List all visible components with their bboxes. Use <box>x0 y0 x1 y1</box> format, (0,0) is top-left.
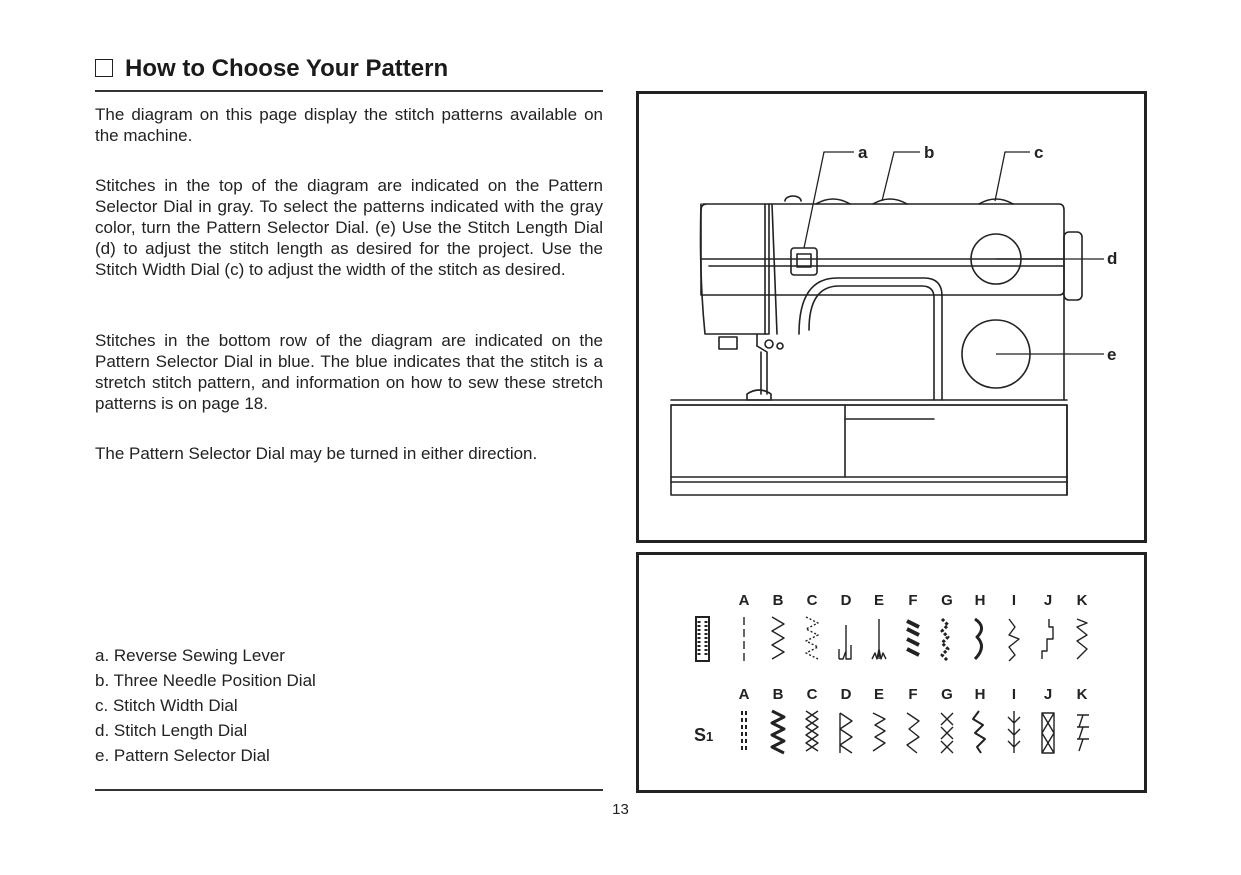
bottom-letter-I: I <box>1011 686 1017 703</box>
top-letter-A: A <box>738 592 750 609</box>
machine-diagram-panel <box>636 91 1147 543</box>
top-letter-E: E <box>873 592 885 609</box>
stitch-top-E-icon <box>872 619 886 659</box>
stitch-bottom-D-icon <box>840 713 852 753</box>
paragraph-blue-stitches: Stitches in the bottom row of the diagram are indicated on the Pattern Selector Dial in blue. The blue indicates that the stitch is a stretch stitch pattern, and information on how to sew these stretch patterns is on page 18. <box>95 331 603 413</box>
stitch-top-C-icon <box>806 617 818 659</box>
stitch-chart-panel <box>636 552 1147 793</box>
stitch-top-I-icon <box>1009 619 1019 661</box>
stitch-bottom-J-icon <box>1042 713 1054 753</box>
stitch-top-J-icon <box>1042 619 1053 659</box>
bottom-letter-K: K <box>1076 686 1088 703</box>
bottom-letter-E: E <box>873 686 885 703</box>
bottom-letter-H: H <box>974 686 986 703</box>
legend-item-b: b. Three Needle Position Dial <box>95 671 316 690</box>
stitch-top-D-icon <box>839 625 851 659</box>
bottom-letter-J: J <box>1043 686 1053 703</box>
bottom-letter-A: A <box>738 686 750 703</box>
top-letter-C: C <box>806 592 818 609</box>
callout-label-b: b <box>924 143 935 162</box>
top-letter-F: F <box>908 592 918 609</box>
page-number: 13 <box>612 801 629 818</box>
section-heading <box>95 56 603 92</box>
page-title: How to Choose Your Pattern <box>125 55 449 82</box>
callout-label-a: a <box>858 143 868 162</box>
bottom-letter-C: C <box>806 686 818 703</box>
stitch-top-H-icon <box>975 619 982 659</box>
stitch-bottom-E-icon <box>873 713 885 751</box>
stitch-bottom-H-icon <box>973 711 985 753</box>
callout-label-e: e <box>1107 345 1117 364</box>
stretch-row-label-sub: 1 <box>706 729 714 744</box>
top-letter-D: D <box>840 592 852 609</box>
stretch-row-label: S <box>694 725 707 745</box>
bottom-letter-B: B <box>772 686 784 703</box>
stitch-top-B-icon <box>772 617 784 659</box>
stitch-top-F-icon <box>907 621 919 655</box>
stitch-chart <box>639 555 1144 790</box>
legend-item-e: e. Pattern Selector Dial <box>95 746 270 765</box>
bottom-letter-G: G <box>941 686 953 703</box>
top-letter-H: H <box>974 592 986 609</box>
stitch-bottom-I-icon <box>1008 711 1020 753</box>
stitch-top-K-icon <box>1077 619 1087 659</box>
buttonhole-stitch-icon <box>696 617 709 661</box>
bottom-letter-D: D <box>840 686 852 703</box>
top-letter-K: K <box>1076 592 1088 609</box>
top-letter-I: I <box>1011 592 1017 609</box>
stitch-bottom-B-icon <box>772 711 784 753</box>
checkbox-square-icon <box>95 59 113 77</box>
paragraph-dial-direction: The Pattern Selector Dial may be turned in either direction. <box>95 444 538 463</box>
parts-legend <box>95 643 495 768</box>
paragraph-intro: The diagram on this page display the stitch patterns available on the machine. <box>95 105 603 145</box>
legend-item-d: d. Stitch Length Dial <box>95 721 248 740</box>
paragraph-gray-stitches: Stitches in the top of the diagram are indicated on the Pattern Selector Dial in gray. To select the patterns indicated with the gray color, turn the Pattern Selector Dial. (e) Use the Stitch Length Dial (d) to adjust the stitch length as desired for the project. Use the Stitch Width Dial (c) to adjust the width of the stitch as desired. <box>95 176 603 279</box>
callout-label-d: d <box>1107 249 1118 268</box>
top-letter-B: B <box>772 592 784 609</box>
stitch-bottom-A-icon <box>742 711 746 751</box>
sewing-machine-illustration <box>639 94 1144 540</box>
legend-item-a: a. Reverse Sewing Lever <box>95 646 285 665</box>
callout-label-c: c <box>1034 143 1044 162</box>
stitch-bottom-K-icon <box>1077 715 1089 751</box>
bottom-divider <box>95 789 603 791</box>
stitch-bottom-F-icon <box>907 713 919 753</box>
stitch-top-G-icon <box>942 619 948 661</box>
bottom-letter-F: F <box>908 686 918 703</box>
top-letter-J: J <box>1043 592 1053 609</box>
top-letter-G: G <box>941 592 953 609</box>
legend-item-c: c. Stitch Width Dial <box>95 696 238 715</box>
stitch-bottom-C-icon <box>806 711 818 751</box>
stitch-bottom-G-icon <box>941 713 953 753</box>
